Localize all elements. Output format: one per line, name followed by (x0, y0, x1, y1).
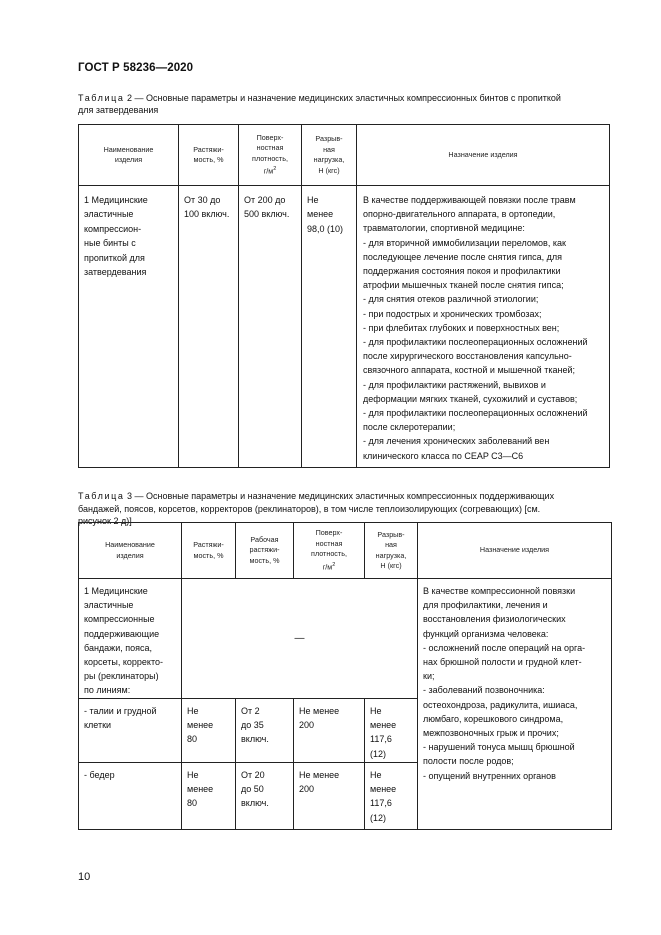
table2-caption-lead: Таблица (78, 93, 125, 103)
t3-group-name: 1 Медицинские эластичные компрессионные поддерживающие бандажи, пояса, корсеты, корректо- ры (реклинаторы) по линиям: (79, 579, 182, 699)
t3-header-stretch: Растяжи- мость, % (182, 523, 236, 579)
table2-caption-line2: для затвердевания (78, 105, 159, 115)
table3-caption-line1: 3 — Основные параметры и назначение медицинских эластичных компрессионных поддерживающих (124, 491, 555, 501)
t3-group-dash: — (182, 579, 418, 699)
t3-row2-stretch: Не менее 80 (182, 762, 236, 829)
table3-caption-line3: рисунок 2 д)] (78, 516, 132, 526)
table3-header-row (79, 523, 612, 579)
t2-header-density: Поверх- ностная плотность, $г/м^2$ (239, 125, 302, 186)
t3-row2-working: От 20 до 50 включ. (236, 762, 294, 829)
t2-cell-name: 1 Медицинские эластичные компрессион- ные бинты с пропиткой для затвердевания (79, 186, 179, 468)
t3-row1-name: - талии и грудной клетки (79, 698, 182, 762)
t3-header-working: Рабочая растяжи- мость, % (236, 523, 294, 579)
table3 (78, 522, 612, 830)
t2-header-breaking: Разрыв- ная нагрузка, Н (кгс) (302, 125, 357, 186)
page-number: 10 (78, 871, 91, 883)
t3-header-purpose: Назначение изделия (418, 523, 612, 579)
table3-group-row (79, 579, 612, 699)
t2-header-stretch: Растяжи- мость, % (179, 125, 239, 186)
t3-header-name: Наименование изделия (79, 523, 182, 579)
t2-cell-breaking: Не менее 98,0 (10) (302, 186, 357, 468)
table3-caption-line2: бандажей, поясов, корсетов, корректоров (реклинаторов), в том числе теплоизолирующих (согревающих) [см. (78, 503, 541, 514)
t2-cell-density: От 200 до 500 включ. (239, 186, 302, 468)
t3-row1-working: От 2 до 35 включ. (236, 698, 294, 762)
table2 (78, 124, 610, 468)
table3-caption-lead: Таблица (78, 491, 125, 501)
t2-header-name: Наименование изделия (79, 125, 179, 186)
t2-cell-stretch: От 30 до 100 включ. (179, 186, 239, 468)
t3-header-density: Поверх- ностная плотность, $г/м^2$ (294, 523, 365, 579)
t3-header-breaking: Разрыв- ная нагрузка, Н (кгс) (365, 523, 418, 579)
t3-row2-density: Не менее 200 (294, 762, 365, 829)
table2-caption (78, 92, 561, 116)
table2-header-row (79, 125, 610, 186)
t3-row1-breaking: Не менее 117,6 (12) (365, 698, 418, 762)
table2-row (79, 186, 610, 468)
t3-row1-density: Не менее 200 (294, 698, 365, 762)
table2-caption-text: 2 — Основные параметры и назначение медицинских эластичных компрессионных бинтов с пропиткой (124, 93, 561, 103)
t3-row2-name: - бедер (79, 762, 182, 829)
t3-row2-breaking: Не менее 117,6 (12) (365, 762, 418, 829)
t3-cell-purpose: В качестве компрессионной повязки для профилактики, лечения и восстановления физиологических функций организма человека: - осложнений после операций на орга- нах брюшной полости и грудной клет- ки; - заболеваний позвоночника: остеохондроза, радикулита, ишиаса, люмбаго, корешкового синдрома, межпозвоночных грыж и прочих; - нарушений тонуса мышц брюшной полости после родов; - опущений внутренних органов (418, 579, 612, 830)
t2-header-purpose: Назначение изделия (357, 125, 610, 186)
document-header: ГОСТ Р 58236—2020 (78, 62, 194, 74)
t3-row1-stretch: Не менее 80 (182, 698, 236, 762)
t2-cell-purpose: В качестве поддерживающей повязки после травм опорно-двигательного аппарата, в ортопедии, травматологии, спортивной медицине: - для вторичной иммобилизации переломов, как последующее лечение после снятия гипса, для поддержания состояния покоя и профилактики атрофии мышечных тканей после снятия гипса; - для снятия отеков различной этиологии; - при подострых и хронических тромбозах; - при флебитах глубоких и поверхностных вен; - для профилактики послеоперационных осложнений после хирургического восстановления капсульно- связочного аппарата, костной и мышечной тканей; - для профилактики растяжений, вывихов и деформации мягких тканей, сухожилий и суставов; - для профилактики послеоперационных осложнений после склеротерапии; - для лечения хронических заболеваний вен клинического класса по CEAP C3—C6 (357, 186, 610, 468)
